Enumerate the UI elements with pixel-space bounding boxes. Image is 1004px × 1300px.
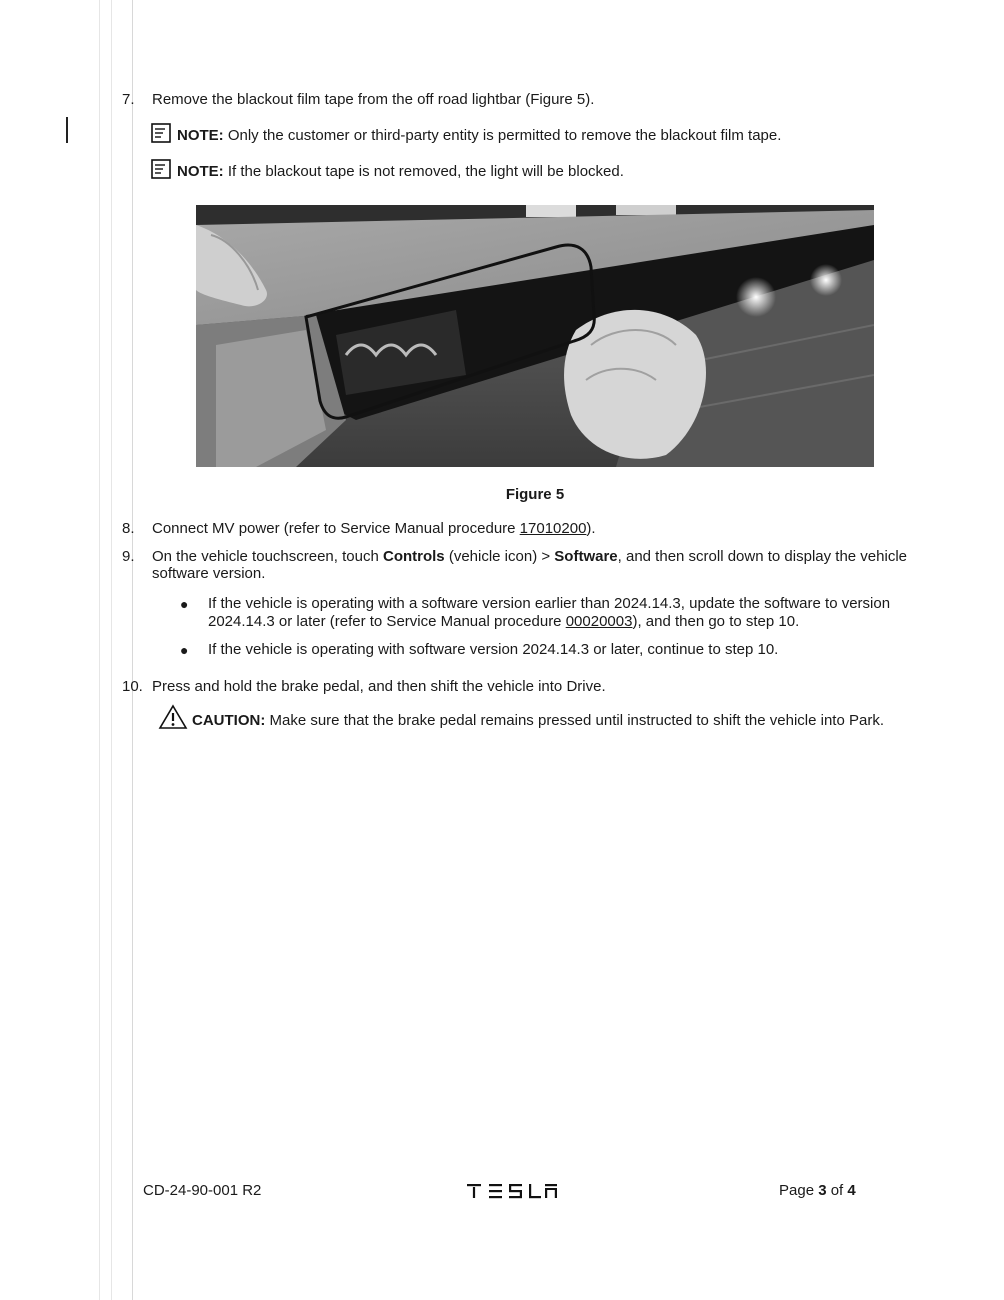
bullet-item — [180, 595, 940, 631]
step-text-part: , and then scroll down to display the vehicle software version. — [152, 548, 907, 582]
step-7 — [122, 91, 952, 108]
procedure-link[interactable]: 17010200 — [519, 520, 587, 537]
controls-label: Controls — [382, 548, 445, 565]
step-text-suffix: ). — [586, 520, 596, 537]
page-mid: of — [826, 1182, 848, 1199]
step-text: Remove the blackout film tape from the off road lightbar (Figure 5). — [152, 91, 595, 108]
note-icon — [151, 159, 171, 179]
bullet-icon: ● — [180, 642, 189, 658]
bullet-text — [208, 595, 940, 631]
step-text-prefix: Connect MV power (refer to Service Manual procedure — [152, 520, 520, 537]
step-text — [152, 520, 952, 537]
note-icon — [151, 123, 171, 143]
margin-mark — [66, 117, 68, 143]
software-label: Software — [554, 548, 618, 565]
page-total: 4 — [847, 1182, 856, 1199]
caution-label: CAUTION: — [192, 712, 266, 729]
page-prefix: Page — [779, 1182, 819, 1199]
step-10 — [122, 678, 952, 695]
scan-line — [111, 0, 112, 1300]
step-text-part: (vehicle icon) > — [444, 548, 555, 565]
scan-line — [99, 0, 100, 1300]
note-body — [177, 163, 624, 181]
caution-text: Make sure that the brake pedal remains pressed until instructed to shift the vehicle into Park. — [265, 712, 884, 729]
step-number: 7. — [122, 91, 135, 108]
step-number: 8. — [122, 520, 135, 537]
figure-caption: Figure 5 — [505, 486, 565, 503]
bullet-text: If the vehicle is operating with software version 2024.14.3 or later, continue to step 10. — [208, 641, 779, 658]
step-text-part: On the vehicle touchscreen, touch — [152, 548, 383, 565]
step-number: 10. — [122, 678, 143, 695]
tesla-logo — [467, 1183, 557, 1199]
note-body — [177, 127, 781, 145]
note-text: Only the customer or third-party entity is permitted to remove the blackout film tape. — [223, 127, 782, 144]
bullet-text-prefix: If the vehicle is operating with a software version earlier than 2024.14.3, update the software to version 2024.14.3 or later (refer to Service Manual procedure — [208, 595, 891, 630]
caution-triangle-icon — [158, 704, 188, 730]
step-text — [152, 548, 952, 582]
note-2 — [151, 163, 971, 181]
step-9 — [122, 548, 952, 582]
page-current: 3 — [818, 1182, 827, 1199]
step-8 — [122, 520, 952, 537]
document-id: CD-24-90-001 R2 — [143, 1182, 262, 1199]
bullet-item — [180, 641, 940, 659]
note-label: NOTE: — [177, 163, 224, 180]
step-text: Press and hold the brake pedal, and then shift the vehicle into Drive. — [152, 678, 606, 695]
note-label: NOTE: — [177, 127, 224, 144]
procedure-link[interactable]: 00020003 — [565, 613, 633, 630]
figure-5-photo — [196, 205, 874, 467]
note-1 — [151, 127, 971, 145]
step-number: 9. — [122, 548, 135, 565]
scan-line — [132, 0, 133, 1300]
page-number — [779, 1182, 856, 1199]
caution-body — [192, 712, 884, 730]
bullet-text-suffix: ), and then go to step 10. — [632, 613, 800, 630]
bullet-icon: ● — [180, 596, 189, 612]
caution — [158, 704, 978, 730]
note-text: If the blackout tape is not removed, the light will be blocked. — [223, 163, 624, 180]
